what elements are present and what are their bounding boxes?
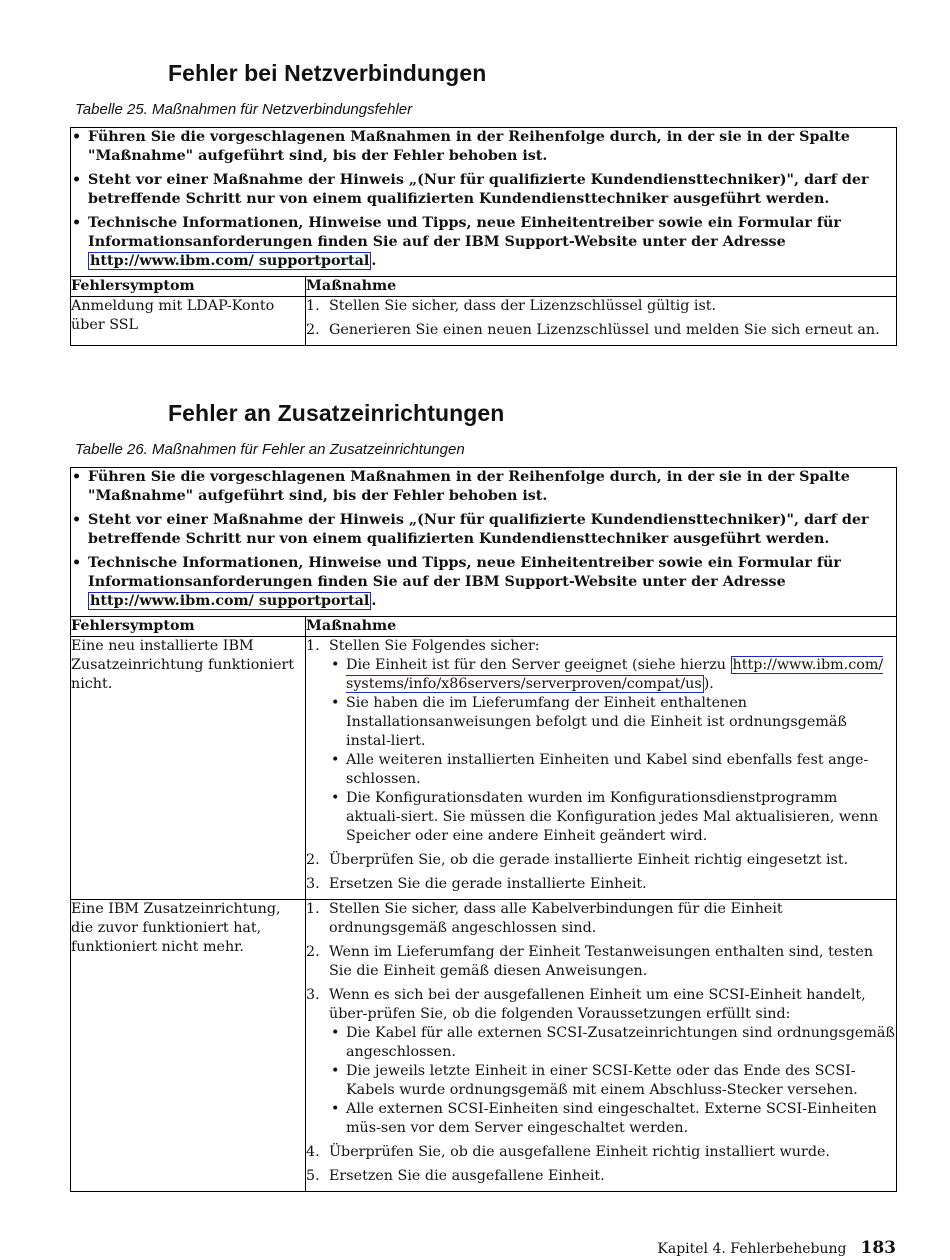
step-text: Wenn im Lieferumfang der Einheit Testanweisungen enthalten sind, testen Sie die Einheit gemäß diesen Anweisungen. bbox=[329, 944, 874, 979]
page-footer bbox=[657, 1238, 896, 1258]
step-text: Stellen Sie sicher, dass alle Kabelverbindungen für die Einheit ordnungsgemäß angeschlossen sind. bbox=[329, 901, 783, 936]
step-number: 1. bbox=[306, 901, 320, 917]
sub-text: Sie haben die im Lieferumfang der Einheit enthaltenen Installationsanweisungen befolgt und die Einheit ist ordnungsgemäß instal-liert. bbox=[346, 695, 847, 749]
step-number: 3. bbox=[306, 876, 320, 892]
sub-list bbox=[329, 656, 896, 846]
step-item bbox=[306, 1167, 896, 1186]
support-link[interactable]: http://www.ibm.com/ supportportal bbox=[90, 253, 370, 269]
notes-cell bbox=[71, 128, 897, 277]
note-text: Führen Sie die vorgeschlagenen Maßnahmen in der Reihenfolge durch, in der sie in der Spalte "Maßnahme" aufgeführt sind, bis der Fehler behoben ist. bbox=[88, 469, 850, 504]
table-26 bbox=[70, 467, 897, 1192]
step-text: Generieren Sie einen neuen Lizenzschlüssel und melden Sie sich erneut an. bbox=[329, 322, 880, 338]
sub-text: Alle externen SCSI-Einheiten sind eingeschaltet. Externe SCSI-Einheiten müs-sen vor dem Server eingeschaltet werden. bbox=[346, 1101, 877, 1136]
column-header-action: Maßnahme bbox=[306, 277, 897, 297]
step-item bbox=[306, 297, 896, 316]
step-item bbox=[306, 900, 896, 938]
support-link[interactable]: http://www.ibm.com/ supportportal bbox=[90, 593, 370, 609]
action-cell bbox=[306, 900, 897, 1192]
sub-text: Die jeweils letzte Einheit in einer SCSI-Kette oder das Ende des SCSI-Kabels wurde ordnungsgemäß mit einem Abschluss-Stecker versehen. bbox=[346, 1063, 858, 1098]
table-row bbox=[71, 297, 897, 346]
note-text: Steht vor einer Maßnahme der Hinweis „(Nur für qualifizierte Kundendiensttechniker)", darf der betreffende Schritt nur von einem qualifizierten Kundendiensttechniker ausgeführt werden. bbox=[88, 172, 869, 207]
note-item bbox=[71, 468, 896, 506]
table-row bbox=[71, 637, 897, 900]
sub-text: Alle weiteren installierten Einheiten und Kabel sind ebenfalls fest ange-schlossen. bbox=[346, 752, 869, 787]
page-number: 183 bbox=[860, 1238, 896, 1258]
table-caption-25: Tabelle 25. Maßnahmen für Netzverbindungsfehler bbox=[75, 101, 413, 118]
step-number: 1. bbox=[306, 638, 320, 654]
sub-text: Die Einheit ist für den Server geeignet (siehe hierzu bbox=[346, 657, 731, 673]
steps-list bbox=[306, 637, 896, 894]
sub-item bbox=[346, 1100, 896, 1138]
note-item bbox=[71, 511, 896, 549]
sub-item bbox=[346, 751, 896, 789]
step-item bbox=[306, 637, 896, 846]
notes-row bbox=[71, 128, 897, 277]
step-number: 2. bbox=[306, 852, 320, 868]
step-item bbox=[306, 851, 896, 870]
step-number: 5. bbox=[306, 1168, 320, 1184]
header-row bbox=[71, 617, 897, 637]
steps-list bbox=[306, 900, 896, 1186]
step-item bbox=[306, 986, 896, 1138]
step-item bbox=[306, 1143, 896, 1162]
notes-row bbox=[71, 468, 897, 617]
step-item bbox=[306, 943, 896, 981]
sub-text-end: ). bbox=[703, 676, 714, 692]
column-header-action: Maßnahme bbox=[306, 617, 897, 637]
note-item bbox=[71, 554, 896, 611]
column-header-symptom: Fehlersymptom bbox=[71, 617, 306, 637]
notes-cell bbox=[71, 468, 897, 617]
column-header-symptom: Fehlersymptom bbox=[71, 277, 306, 297]
table-caption-26: Tabelle 26. Maßnahmen für Fehler an Zusatzeinrichtungen bbox=[75, 441, 465, 458]
notes-list bbox=[71, 468, 896, 611]
step-number: 1. bbox=[306, 298, 320, 314]
action-cell bbox=[306, 297, 897, 346]
step-number: 2. bbox=[306, 944, 320, 960]
action-cell bbox=[306, 637, 897, 900]
step-item bbox=[306, 875, 896, 894]
steps-list bbox=[306, 297, 896, 340]
step-text: Wenn es sich bei der ausgefallenen Einheit um eine SCSI-Einheit handelt, über-prüfen Sie, ob die folgenden Voraussetzungen erfüllt sind: bbox=[329, 987, 866, 1022]
step-text: Überprüfen Sie, ob die ausgefallene Einheit richtig installiert wurde. bbox=[329, 1144, 830, 1160]
symptom-cell: Eine IBM Zusatzeinrichtung, die zuvor funktioniert hat, funktioniert nicht mehr. bbox=[71, 900, 306, 1192]
sub-item bbox=[346, 789, 896, 846]
section-title-options: Fehler an Zusatzeinrichtungen bbox=[168, 400, 505, 426]
step-number: 4. bbox=[306, 1144, 320, 1160]
sub-item bbox=[346, 656, 896, 694]
step-text: Überprüfen Sie, ob die gerade installierte Einheit richtig eingesetzt ist. bbox=[329, 852, 849, 868]
sub-item bbox=[346, 1024, 896, 1062]
step-text: Stellen Sie sicher, dass der Lizenzschlüssel gültig ist. bbox=[329, 298, 717, 314]
header-row bbox=[71, 277, 897, 297]
step-text: Stellen Sie Folgendes sicher: bbox=[329, 638, 540, 654]
serverproven-link[interactable]: http://www.ibm.com/ systems/info/x86servers/serverproven/compat/us bbox=[346, 657, 884, 692]
sub-item bbox=[346, 1062, 896, 1100]
note-text: Steht vor einer Maßnahme der Hinweis „(Nur für qualifizierte Kundendiensttechniker)", darf der betreffende Schritt nur von einem qualifizierten Kundendiensttechniker ausgeführt werden. bbox=[88, 512, 869, 547]
section-title-network: Fehler bei Netzverbindungen bbox=[168, 60, 487, 86]
sub-list bbox=[329, 1024, 896, 1138]
note-text: Technische Informationen, Hinweise und Tipps, neue Einheitentreiber sowie ein Formular für Informationsanforderungen finden Sie auf der IBM Support-Website unter der Adresse bbox=[88, 555, 841, 590]
note-text-end: . bbox=[371, 253, 377, 269]
step-number: 3. bbox=[306, 987, 320, 1003]
table-25 bbox=[70, 127, 897, 346]
step-item bbox=[306, 321, 896, 340]
note-item bbox=[71, 214, 896, 271]
note-item bbox=[71, 171, 896, 209]
step-text: Ersetzen Sie die gerade installierte Einheit. bbox=[329, 876, 647, 892]
sub-item bbox=[346, 694, 896, 751]
sub-text: Die Konfigurationsdaten wurden im Konfigurationsdienstprogramm aktuali-siert. Sie müssen die Konfiguration jedes Mal aktualisieren, wenn Speicher oder eine andere Einheit geändert wird. bbox=[346, 790, 879, 844]
note-text: Führen Sie die vorgeschlagenen Maßnahmen in der Reihenfolge durch, in der sie in der Spalte "Maßnahme" aufgeführt sind, bis der Fehler behoben ist. bbox=[88, 129, 850, 164]
step-number: 2. bbox=[306, 322, 320, 338]
table-row bbox=[71, 900, 897, 1192]
notes-list bbox=[71, 128, 896, 271]
symptom-cell: Anmeldung mit LDAP-Konto über SSL bbox=[71, 297, 306, 346]
sub-text: Die Kabel für alle externen SCSI-Zusatzeinrichtungen sind ordnungsgemäß angeschlossen. bbox=[346, 1025, 895, 1060]
chapter-label: Kapitel 4. Fehlerbehebung bbox=[657, 1241, 847, 1257]
note-text: Technische Informationen, Hinweise und Tipps, neue Einheitentreiber sowie ein Formular für Informationsanforderungen finden Sie auf der IBM Support-Website unter der Adresse bbox=[88, 215, 841, 250]
note-text-end: . bbox=[371, 593, 377, 609]
note-item bbox=[71, 128, 896, 166]
symptom-cell: Eine neu installierte IBM Zusatzeinrichtung funktioniert nicht. bbox=[71, 637, 306, 900]
step-text: Ersetzen Sie die ausgefallene Einheit. bbox=[329, 1168, 605, 1184]
